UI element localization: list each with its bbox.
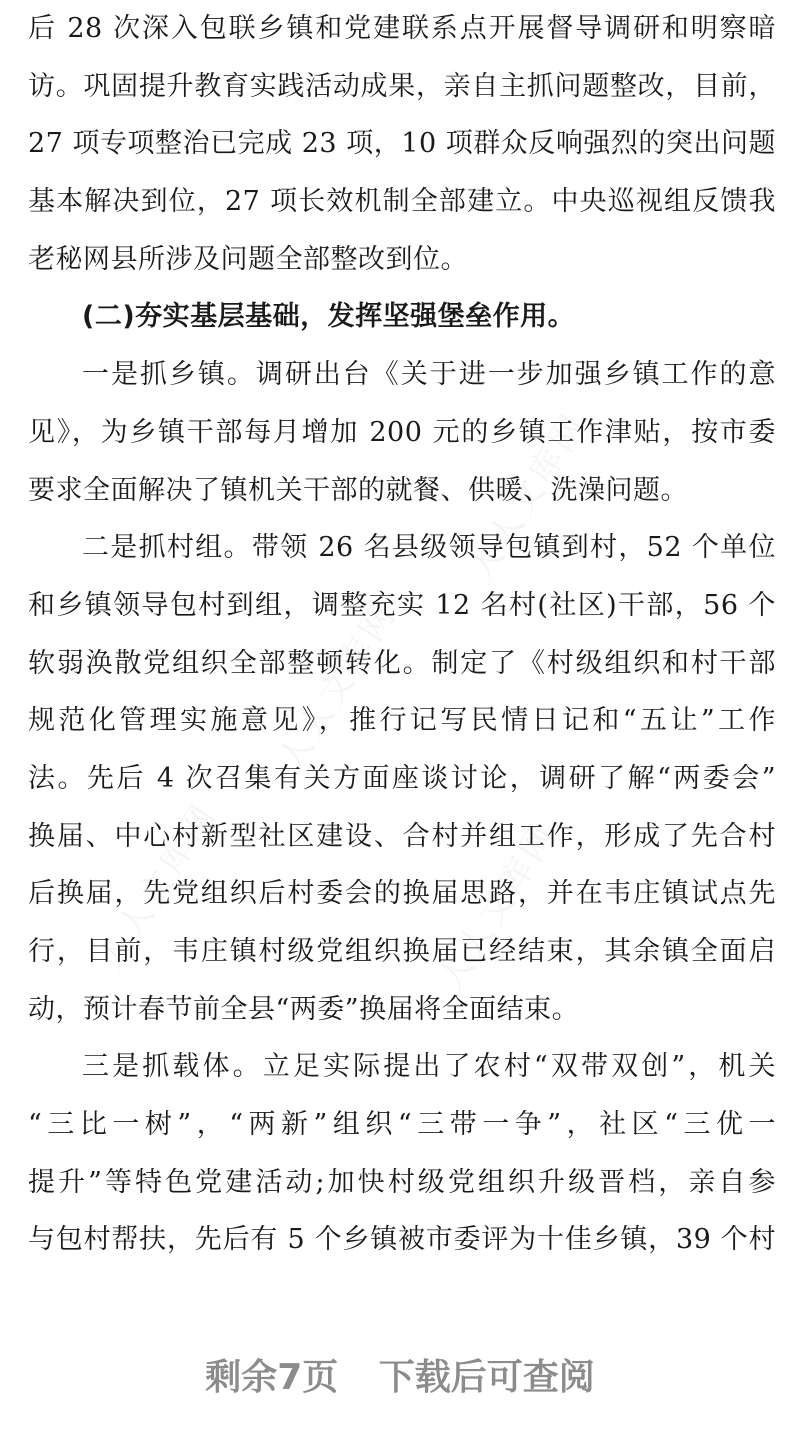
download-prompt[interactable]	[0, 1343, 800, 1413]
body-line: 行，目前，韦庄镇村级党组织换届已经结束，其余镇全面启	[28, 936, 776, 967]
download-to-view-link[interactable]: 下载后可查阅	[378, 1357, 595, 1398]
watermark: 人人文库网	[270, 595, 406, 778]
body-line: 与包村帮扶，先后有 5 个乡镇被市委评为十佳乡镇，39 个村	[28, 1224, 776, 1256]
body-line: 老秘网县所涉及问题全部整改到位。	[28, 243, 468, 275]
section-heading: (二)夯实基层基础，发挥坚强堡垒作用。	[82, 301, 576, 333]
body-line: 基本解决到位，27 项长效机制全部建立。中央巡视组反馈我	[28, 186, 776, 218]
body-line: 见》，为乡镇干部每月增加 200 元的乡镇工作津贴，按市委	[28, 416, 776, 448]
watermark: 人人文库网	[460, 405, 596, 588]
body-line: 提升”等特色党建活动;加快村级党组织升级晋档，亲自参	[28, 1166, 776, 1198]
body-line: 软弱涣散党组织全部整顿转化。制定了《村级组织和村干部	[28, 647, 776, 679]
body-line: 二是抓村组。带领 26 名县级领导包镇到村，52 个单位	[82, 532, 776, 564]
document-body	[28, 0, 776, 1269]
body-line: 后换届，先党组织后村委会的换届思路，并在韦庄镇试点先	[28, 878, 776, 910]
body-line: 后 28 次深入包联乡镇和党建联系点开展督导调研和明察暗	[28, 13, 776, 44]
remaining-pages-label: 剩余7页	[205, 1357, 339, 1398]
body-line: 换届、中心村新型社区建设、合村并组工作，形成了先合村	[28, 820, 776, 852]
body-line: “三比一树”，“两新”组织“三带一争”，社区“三优一	[28, 1109, 776, 1141]
body-line: 法。先后 4 次召集有关方面座谈讨论，调研了解“两委会”	[28, 762, 776, 794]
body-line: 访。巩固提升教育实践活动成果，亲自主抓问题整改，目前，	[28, 70, 776, 102]
watermark: 人人文库网	[90, 795, 226, 978]
body-line: 27 项专项整治已完成 23 项，10 项群众反响强烈的突出问题	[28, 128, 776, 160]
body-line: 规范化管理实施意见》，推行记写民情日记和“五让”工作	[28, 705, 776, 737]
body-line: 要求全面解决了镇机关干部的就餐、供暖、洗澡问题。	[28, 474, 688, 506]
body-line: 和乡镇领导包村到组，调整充实 12 名村(社区)干部，56 个	[28, 589, 776, 621]
body-line: 动，预计春节前全县“两委”换届将全面结束。	[28, 993, 580, 1025]
watermark: 人人文库网	[430, 815, 566, 998]
body-line: 三是抓载体。立足实际提出了农村“双带双创”，机关	[82, 1051, 776, 1083]
body-line: 一是抓乡镇。调研出台《关于进一步加强乡镇工作的意	[82, 359, 776, 391]
